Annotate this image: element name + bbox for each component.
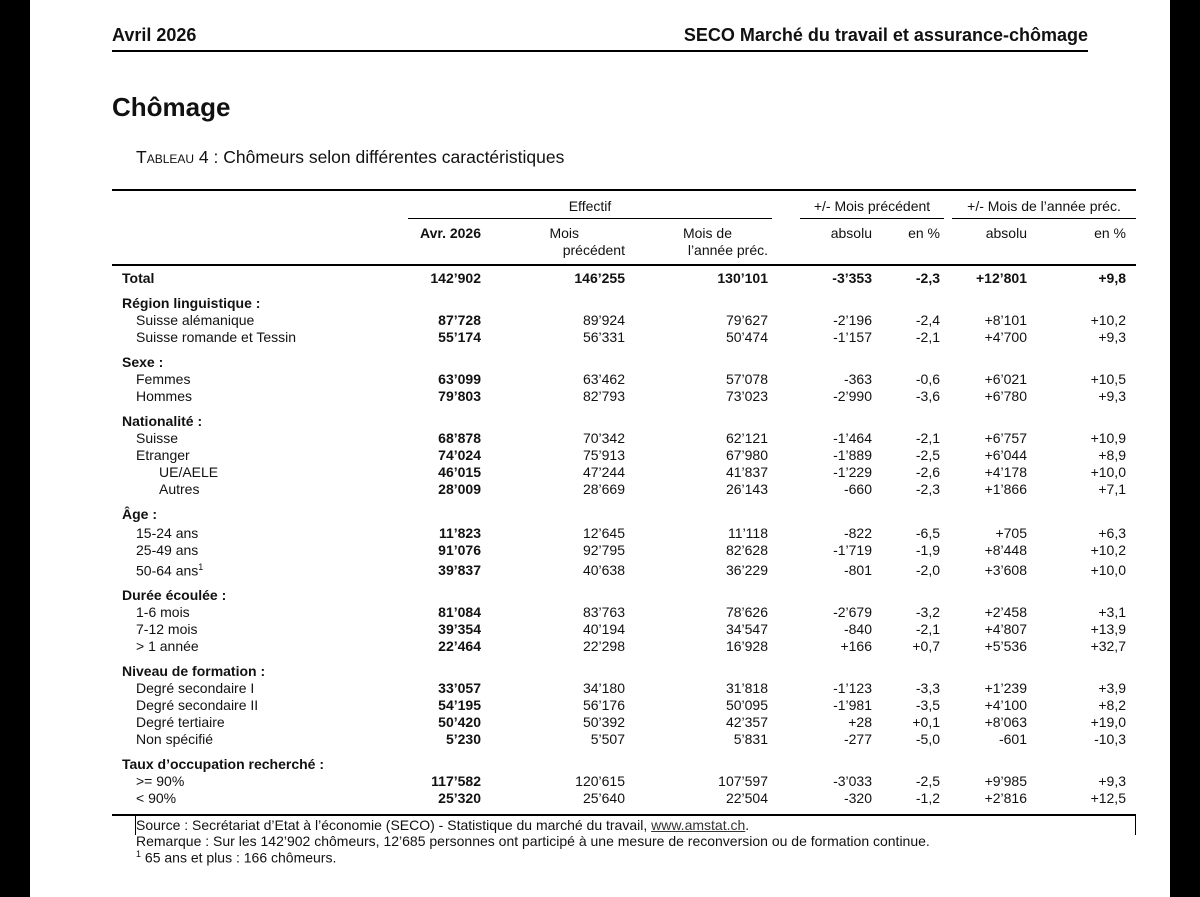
row-label-text: 50-64 ans [136,562,199,579]
cell-y-pct: +7,1 [1098,481,1126,497]
cell-prev-month: 25’640 [582,790,625,806]
row-label [136,714,225,730]
cell-y-abs: +1’866 [984,481,1027,497]
cell-d-abs: -277 [843,731,872,747]
row-label-text: 15-24 ans [136,525,199,541]
cell-d-pct: -1,2 [915,790,940,806]
cell-current: 50’420 [438,714,481,730]
cell-y-abs: -601 [998,731,1027,747]
section-heading [122,587,226,603]
cell-d-abs: -1’157 [833,329,872,345]
row-label [136,731,213,747]
row-label [136,388,192,404]
row-label-text: Nationalité : [122,413,203,429]
cell-prev-year: 107’597 [718,773,768,789]
cell-prev-month: 56’176 [582,697,625,713]
cell-y-pct: +3,9 [1098,680,1126,696]
header-date: Avril 2026 [112,25,197,45]
cell-d-abs: -1’123 [833,680,872,696]
cell-d-abs: -1’981 [833,697,872,713]
row-label [136,638,199,654]
cell-d-abs: -1’464 [833,430,872,446]
cell-current: 25’320 [438,790,481,806]
effectif-group-rule [408,218,772,219]
cell-prev-month: 12’645 [582,525,625,541]
row-label [136,329,296,345]
cell-d-abs: -660 [843,481,872,497]
cell-prev-year: 130’101 [717,270,768,286]
cell-prev-year: 42’357 [725,714,768,730]
cell-d-pct: -3,6 [915,388,940,404]
row-label [136,447,190,463]
cell-prev-month: 89’924 [582,312,625,328]
cell-y-pct: +8,2 [1098,697,1126,713]
cell-y-pct: +19,0 [1090,714,1126,730]
cell-d-abs: -840 [843,621,872,637]
cell-y-abs: +1’239 [984,680,1027,696]
cell-y-pct: +9,3 [1098,773,1126,789]
row-label [136,790,176,806]
cell-y-pct: +10,9 [1090,430,1126,446]
cell-d-pct: -1,9 [915,542,940,558]
footnote-1-text: 65 ans et plus : 166 chômeurs. [141,849,337,866]
table-title-text: : Chômeurs selon différentes caractéristiques [208,147,565,167]
cell-d-pct: -5,0 [915,731,940,747]
cell-prev-month: 40’194 [582,621,625,637]
cell-y-abs: +705 [995,525,1027,541]
cell-current: 91’076 [438,542,481,558]
row-label-text: Hommes [136,388,193,404]
row-label-text: Niveau de formation : [122,663,266,679]
page-title: Chômage [112,92,231,122]
cell-prev-month: 5’507 [590,731,625,747]
cell-d-abs: -2’679 [833,604,872,620]
cell-current: 11’823 [438,525,481,541]
cell-y-abs: +4’100 [984,697,1027,713]
cell-prev-year: 78’626 [725,604,768,620]
cell-d-abs: +28 [848,714,872,730]
cell-y-pct: +32,7 [1090,638,1126,654]
footnote-remark: Remarque : Sur les 142’902 chômeurs, 12’685 personnes ont participé à une mesure de reconversion ou de formation continue. [136,833,930,849]
left-black-margin [0,0,30,897]
row-label-text: UE/AELE [159,464,219,480]
cell-d-abs: -2’990 [833,388,872,404]
cell-prev-year: 26’143 [725,481,768,497]
cell-d-pct: -3,3 [915,680,940,696]
col-current: Avr. 2026 [420,225,481,241]
row-label-text: Femmes [136,371,191,387]
cell-d-pct: -2,4 [915,312,940,328]
col-prev-month-pct: en % [908,225,940,241]
cell-prev-year: 50’095 [725,697,768,713]
cell-y-pct: +12,5 [1090,790,1126,806]
col-group-prev-month: +/- Mois précédent [813,198,931,214]
cell-d-abs: -1’719 [833,542,872,558]
row-label [136,562,203,579]
row-label-text: Degré secondaire II [136,697,259,713]
cell-d-pct: -2,1 [915,430,940,446]
cell-current: 68’878 [438,430,481,446]
cell-prev-month: 70’342 [582,430,625,446]
cell-y-pct: +8,9 [1098,447,1126,463]
cell-y-pct: +10,5 [1090,371,1126,387]
col-prev-year [668,225,768,259]
row-label [159,481,199,497]
cell-y-pct: +10,2 [1090,542,1126,558]
footnote-marker: 1 [198,562,204,572]
cell-current: 142’902 [430,270,481,286]
row-label [136,430,178,446]
cell-d-abs: -1’229 [833,464,872,480]
cell-current: 22’464 [438,638,481,654]
col-prev-year-line1: Mois de [682,225,732,241]
cell-d-abs: -320 [843,790,872,806]
amstat-link[interactable]: www.amstat.ch [651,817,746,833]
cell-prev-year: 11’118 [728,525,768,541]
col-prev-month-line2: précédent [562,242,625,258]
cell-current: 74’024 [438,447,481,463]
cell-y-pct: +10,0 [1090,464,1126,480]
row-label-text: > 1 année [136,638,199,654]
cell-prev-year: 41’837 [725,464,768,480]
cell-prev-year: 5’831 [733,731,768,747]
cell-d-pct: -2,5 [915,447,940,463]
cell-y-pct: -10,3 [1094,731,1126,747]
cell-y-abs: +8’101 [984,312,1027,328]
row-label-text: 7-12 mois [136,621,198,637]
cell-current: 79’803 [438,388,481,404]
section-heading [122,295,260,311]
cell-d-pct: -2,5 [915,773,940,789]
row-label-text: >= 90% [136,773,185,789]
row-label-text: Âge : [122,506,157,522]
row-label [136,604,190,620]
col-prev-month-absolu: absolu [830,225,872,241]
cell-y-abs: +6’021 [984,371,1027,387]
cell-current: 54’195 [438,697,481,713]
table-label: Tableau 4 [136,147,209,167]
cell-d-pct: -2,6 [915,464,940,480]
cell-d-pct: -2,3 [915,481,940,497]
cell-y-abs: +9’985 [984,773,1027,789]
row-label [136,542,198,558]
cell-prev-year: 36’229 [725,562,768,578]
section-heading [122,506,157,522]
table-bottom-rule [112,814,1136,816]
cell-prev-year: 16’928 [725,638,768,654]
cell-y-pct: +9,8 [1098,270,1126,286]
cell-prev-month: 83’763 [582,604,625,620]
cell-current: 55’174 [438,329,481,345]
cell-d-abs: -1’889 [833,447,872,463]
section-heading [122,413,202,429]
row-label-text: 25-49 ans [136,542,199,558]
col-prev-month-line1: Mois [549,225,579,241]
cell-prev-month: 82’793 [582,388,625,404]
cell-prev-month: 34’180 [582,680,625,696]
row-label-text: Région linguistique : [122,295,261,311]
col-prev-month [525,225,625,259]
section-heading [122,354,163,370]
cell-prev-year: 79’627 [725,312,768,328]
source-text: Source : Secrétariat d’Etat à l’économie (SECO) - Statistique du marché du travail, [136,817,652,833]
cell-y-abs: +2’816 [984,790,1027,806]
row-label [136,525,198,541]
row-label [159,464,218,480]
cell-d-abs: +166 [840,638,872,654]
row-label [136,773,184,789]
cell-current: 117’582 [431,773,481,789]
row-label-text: Sexe : [122,354,164,370]
cell-y-abs: +6’757 [984,430,1027,446]
cell-y-pct: +9,3 [1098,329,1126,345]
cell-prev-year: 62’121 [725,430,768,446]
row-label [122,270,154,286]
cell-y-abs: +2’458 [984,604,1027,620]
cell-y-abs: +6’044 [984,447,1027,463]
footnote-source [136,817,749,833]
cell-y-abs: +4’700 [984,329,1027,345]
cell-y-pct: +10,0 [1090,562,1126,578]
row-label-text: Taux d’occupation recherché : [122,756,325,772]
row-label-text: Non spécifié [136,731,214,747]
header-organization: SECO Marché du travail et assurance-chômage [683,25,1088,45]
cell-current: 81’084 [438,604,481,620]
cell-d-abs: -801 [843,562,872,578]
row-label-text: Degré secondaire I [136,680,255,696]
cell-d-pct: -2,0 [915,562,940,578]
cell-d-pct: -3,2 [915,604,940,620]
cell-prev-month: 28’669 [582,481,625,497]
cell-y-abs: +5’536 [984,638,1027,654]
cell-d-pct: -3,5 [915,697,940,713]
cell-prev-year: 82’628 [725,542,768,558]
cell-y-abs: +6’780 [984,388,1027,404]
row-label-text: Total [122,270,155,286]
cell-d-pct: +0,7 [912,638,940,654]
row-label-text: < 90% [136,790,177,806]
row-label-text: Suisse romande et Tessin [136,329,297,345]
cell-y-pct: +9,3 [1098,388,1126,404]
row-label-text: 1-6 mois [136,604,190,620]
row-label-text: Suisse [136,430,179,446]
cell-current: 87’728 [438,312,481,328]
cell-y-pct: +6,3 [1098,525,1126,541]
cell-d-pct: -2,1 [915,329,940,345]
cell-prev-month: 75’913 [582,447,625,463]
row-label [136,697,258,713]
cell-d-pct: -6,5 [915,525,940,541]
prev-year-group-rule [952,218,1136,219]
cell-y-abs: +12’801 [976,270,1027,286]
cell-prev-year: 34’547 [725,621,768,637]
cell-d-abs: -3’033 [833,773,872,789]
row-label [136,371,190,387]
cell-prev-year: 31’818 [725,680,768,696]
cell-d-abs: -2’196 [833,312,872,328]
cell-y-pct: +3,1 [1098,604,1126,620]
col-prev-year-pct: en % [1094,225,1126,241]
cell-prev-year: 50’474 [725,329,768,345]
header-bottom-rule [112,264,1136,266]
table-right-bracket [1135,815,1136,835]
cell-d-pct: -2,1 [915,621,940,637]
cell-y-abs: +4’178 [984,464,1027,480]
cell-prev-month: 63’462 [582,371,625,387]
cell-d-pct: -2,3 [915,270,940,286]
col-prev-year-line2: l’année préc. [687,242,768,258]
cell-prev-month: 146’255 [574,270,625,286]
source-end: . [745,817,750,833]
cell-y-abs: +8’063 [984,714,1027,730]
table-top-rule [112,189,1136,191]
cell-d-pct: +0,1 [912,714,940,730]
row-label [136,312,254,328]
row-label-text: Suisse alémanique [136,312,255,328]
cell-current: 46’015 [438,464,481,480]
footnote-1 [136,849,336,866]
cell-prev-month: 22’298 [582,638,625,654]
cell-prev-month: 50’392 [582,714,625,730]
col-group-prev-year: +/- Mois de l’année préc. [967,198,1121,214]
right-black-margin [1170,0,1200,897]
cell-current: 33’057 [438,680,481,696]
cell-current: 63’099 [438,371,481,387]
row-label-text: Etranger [136,447,190,463]
cell-current: 39’354 [438,621,481,637]
cell-prev-month: 120’615 [575,773,625,789]
row-label [136,680,254,696]
table-title [136,147,564,168]
section-heading [122,663,265,679]
cell-d-pct: -0,6 [915,371,940,387]
cell-current: 28’009 [438,481,481,497]
cell-prev-year: 67’980 [725,447,768,463]
cell-y-abs: +4’807 [984,621,1027,637]
cell-y-pct: +10,2 [1090,312,1126,328]
section-heading [122,756,324,772]
row-label-text: Autres [159,481,200,497]
cell-y-pct: +13,9 [1090,621,1126,637]
cell-prev-year: 22’504 [725,790,768,806]
cell-prev-year: 57’078 [725,371,768,387]
cell-prev-year: 73’023 [725,388,768,404]
cell-prev-month: 92’795 [582,542,625,558]
cell-d-abs: -363 [843,371,872,387]
cell-y-abs: +3’608 [984,562,1027,578]
prev-month-group-rule [800,218,944,219]
row-label [136,621,197,637]
col-prev-year-absolu: absolu [985,225,1027,241]
cell-d-abs: -822 [843,525,872,541]
cell-current: 5’230 [445,731,481,747]
header-rule [112,50,1088,52]
cell-d-abs: -3’353 [832,270,872,286]
footnote-1-marker: 1 [136,849,142,859]
row-label-text: Durée écoulée : [122,587,227,603]
col-group-effectif: Effectif [568,198,612,214]
cell-prev-month: 47’244 [582,464,625,480]
cell-current: 39’837 [438,562,481,578]
row-label-text: Degré tertiaire [136,714,225,730]
cell-y-abs: +8’448 [984,542,1027,558]
cell-prev-month: 40’638 [582,562,625,578]
cell-prev-month: 56’331 [582,329,625,345]
